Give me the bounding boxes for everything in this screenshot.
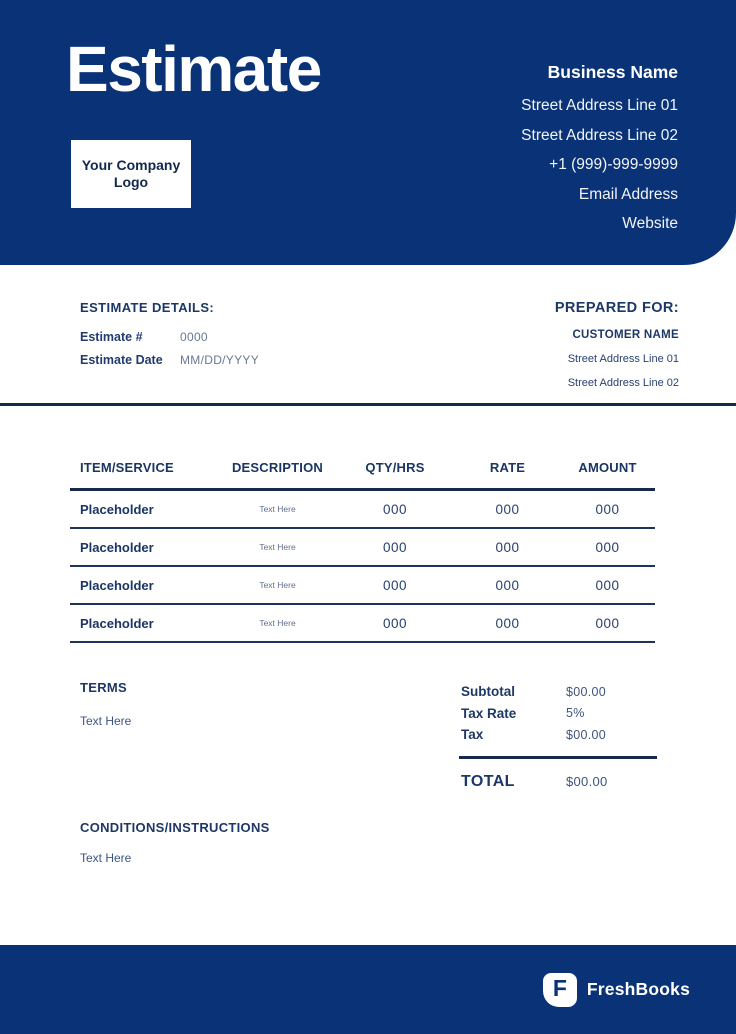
page-title: Estimate — [66, 33, 321, 105]
estimate-number-label: Estimate # — [80, 330, 143, 345]
subtotal-value: $00.00 — [566, 684, 607, 699]
company-logo-placeholder — [71, 140, 191, 208]
table-row — [70, 605, 655, 643]
rate-cell: 000 — [495, 577, 520, 593]
footer-banner — [0, 945, 736, 1034]
estimate-number-value: 0000 — [180, 330, 208, 345]
amount-cell: 000 — [595, 501, 620, 517]
total-value: $00.00 — [566, 774, 608, 789]
description-cell: Text Here — [259, 542, 296, 552]
table-row — [70, 567, 655, 605]
conditions-heading: CONDITIONS/INSTRUCTIONS — [80, 820, 270, 835]
freshbooks-brand-text: FreshBooks — [586, 979, 690, 999]
prepared-for-heading: PREPARED FOR: — [554, 300, 679, 316]
business-address-line-2: Street Address Line 02 — [521, 126, 678, 144]
freshbooks-logo-icon — [543, 973, 577, 1007]
meta-row — [80, 300, 679, 389]
description-cell: Text Here — [259, 504, 296, 514]
rate-cell: 000 — [495, 615, 520, 631]
estimate-details-block — [80, 300, 259, 389]
customer-address-line-1: Street Address Line 01 — [567, 353, 679, 365]
company-logo-text: Your Company Logo — [81, 156, 181, 190]
header-banner — [0, 0, 736, 265]
table-row — [70, 529, 655, 567]
tax-rate-value: 5% — [566, 706, 585, 721]
tax-row — [461, 724, 657, 746]
table-row — [70, 491, 655, 529]
qty-cell: 000 — [382, 539, 408, 555]
business-name: Business Name — [547, 62, 678, 82]
qty-cell: 000 — [382, 501, 408, 517]
column-header-item-service: ITEM/SERVICE — [80, 459, 174, 475]
item-cell: Placeholder — [80, 615, 154, 631]
column-header-amount: AMOUNT — [578, 459, 637, 475]
detail-row-estimate-date — [80, 349, 259, 372]
terms-text: Text Here — [80, 714, 132, 728]
subtotal-row — [461, 681, 657, 703]
estimate-details-rows — [80, 326, 259, 371]
conditions-section — [80, 820, 270, 865]
estimate-details-heading: ESTIMATE DETAILS: — [80, 300, 215, 315]
tax-rate-label: Tax Rate — [461, 705, 517, 721]
table-header-row — [70, 446, 655, 491]
description-cell: Text Here — [259, 618, 296, 628]
customer-address-line-2: Street Address Line 02 — [567, 377, 679, 389]
tax-label: Tax — [461, 727, 484, 743]
totals-divider — [459, 756, 657, 759]
terms-section — [80, 680, 131, 728]
amount-cell: 000 — [595, 577, 620, 593]
item-cell: Placeholder — [80, 577, 154, 593]
rate-cell: 000 — [495, 539, 520, 555]
customer-name: CUSTOMER NAME — [572, 329, 679, 341]
section-divider — [0, 403, 736, 406]
business-phone: +1 (999)-999-9999 — [549, 156, 678, 173]
terms-heading: TERMS — [80, 680, 127, 695]
qty-cell: 000 — [382, 615, 408, 631]
totals-section — [461, 681, 657, 791]
estimate-date-label: Estimate Date — [80, 352, 163, 367]
prepared-for-block — [555, 300, 679, 389]
total-label: TOTAL — [461, 772, 515, 790]
business-email: Email Address — [578, 185, 678, 203]
column-header-description: DESCRIPTION — [231, 459, 324, 475]
qty-cell: 000 — [382, 577, 408, 593]
description-cell: Text Here — [259, 580, 296, 590]
estimate-date-value: MM/DD/YYYY — [180, 352, 260, 367]
business-address-line-1: Street Address Line 01 — [521, 97, 678, 114]
detail-row-estimate-number — [80, 326, 259, 349]
total-row — [461, 773, 657, 791]
business-info-block — [521, 62, 678, 239]
tax-rate-row — [461, 703, 657, 725]
item-cell: Placeholder — [80, 501, 154, 517]
item-cell: Placeholder — [80, 539, 154, 555]
line-items-table — [70, 446, 655, 643]
column-header-qty-hrs: QTY/HRS — [365, 459, 425, 475]
conditions-text: Text Here — [80, 851, 132, 865]
subtotal-label: Subtotal — [461, 684, 515, 700]
business-website: Website — [622, 215, 678, 232]
amount-cell: 000 — [595, 615, 620, 631]
tax-value: $00.00 — [566, 727, 607, 742]
freshbooks-logo-letter: F — [552, 975, 567, 1001]
rate-cell: 000 — [495, 501, 520, 517]
column-header-rate: RATE — [489, 459, 526, 475]
amount-cell: 000 — [595, 539, 620, 555]
